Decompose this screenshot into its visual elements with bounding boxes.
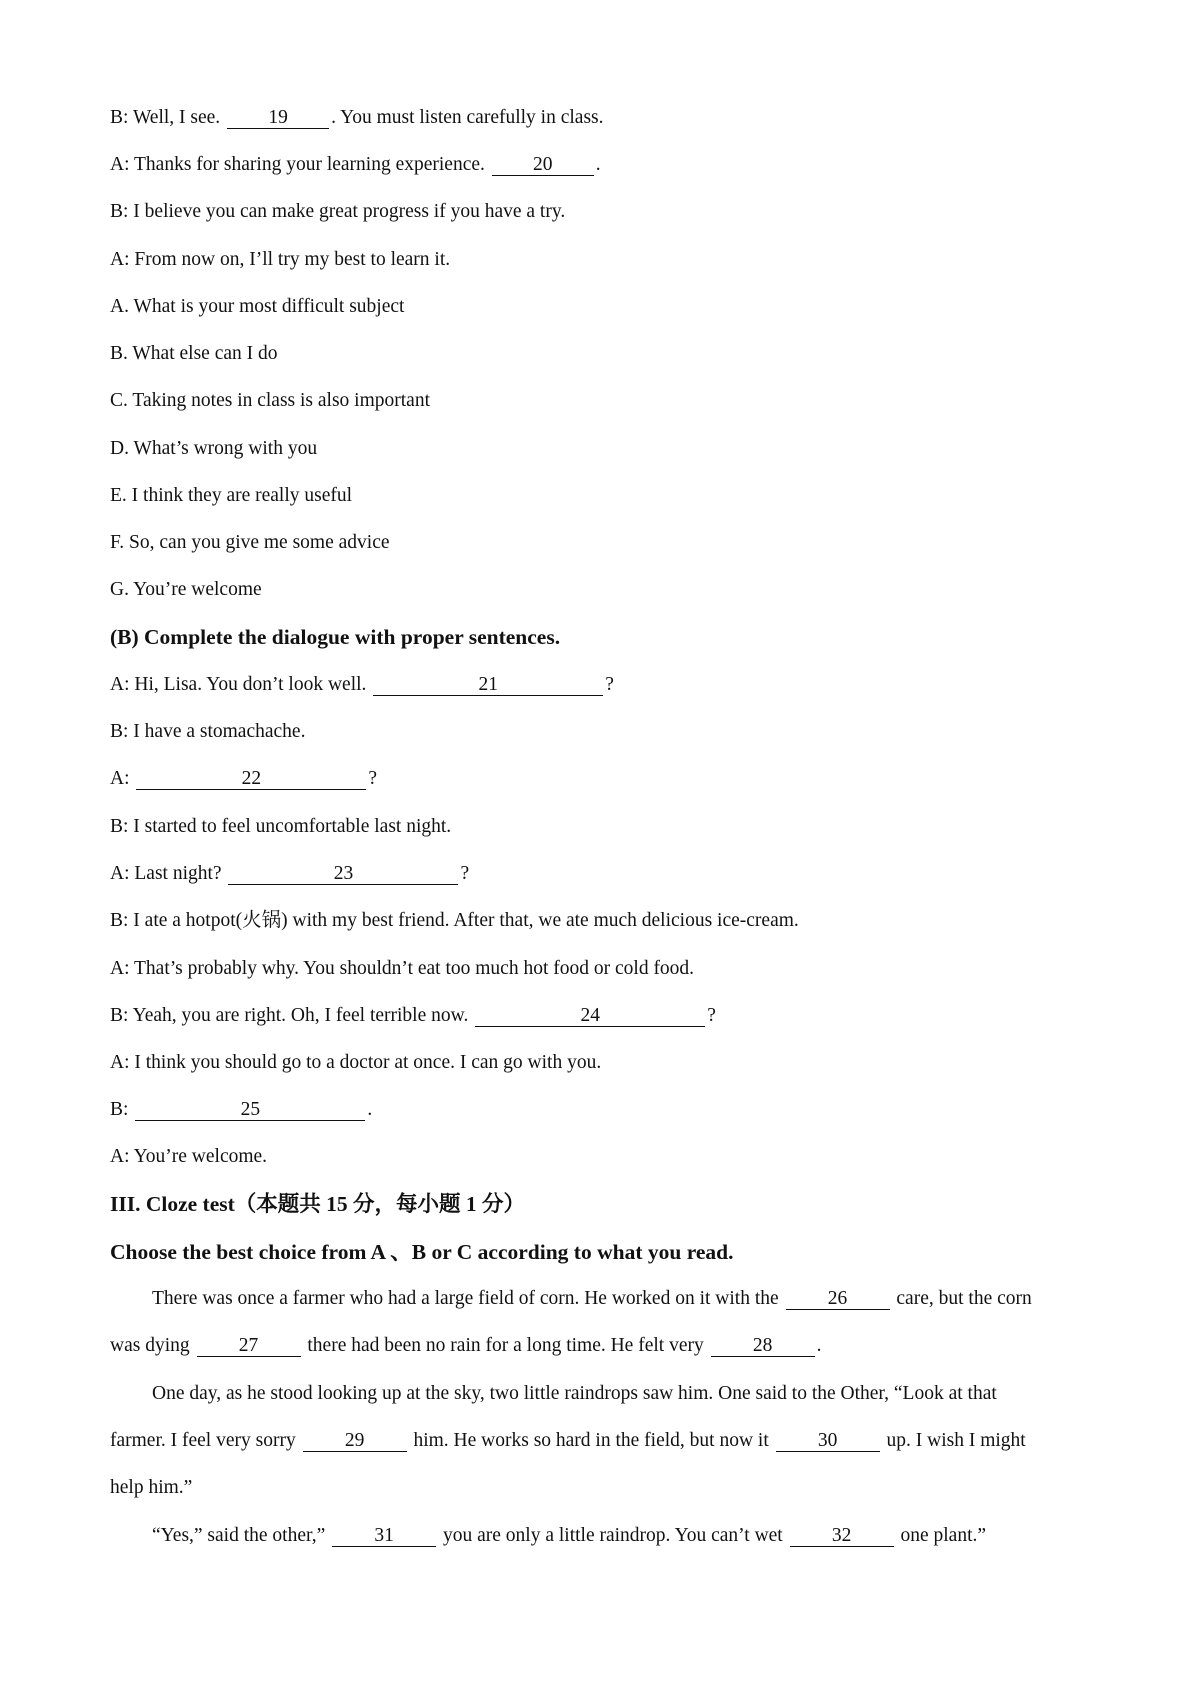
line-text: . bbox=[816, 1335, 822, 1356]
line-text: . bbox=[367, 1099, 373, 1120]
option-a: A. What is your most difficult subject bbox=[110, 296, 405, 317]
line-text: B: Yeah, you are right. Oh, I feel terrible now. bbox=[110, 1005, 469, 1026]
line-text: A: Hi, Lisa. You don’t look well. bbox=[110, 674, 367, 695]
option-b: B. What else can I do bbox=[110, 343, 278, 364]
line-text: you are only a little raindrop. You can’t wet bbox=[442, 1525, 783, 1546]
answer-blank-19: 19 bbox=[227, 108, 329, 129]
answer-blank-22: 22 bbox=[136, 769, 366, 790]
option-g: G. You’re welcome bbox=[110, 579, 262, 600]
dialogue-line: A: I think you should go to a doctor at once. I can go with you. bbox=[110, 1052, 602, 1073]
passage-line: One day, as he stood looking up at the sky, two little raindrops saw him. One said to the Other, “Look at that bbox=[152, 1383, 997, 1404]
section-heading-b: (B) Complete the dialogue with proper sentences. bbox=[110, 625, 561, 649]
line-text: A: Thanks for sharing your learning experience. bbox=[110, 154, 485, 175]
answer-blank-27: 27 bbox=[197, 1336, 301, 1357]
dialogue-line: B: I ate a hotpot(火锅) with my best friend. After that, we ate much delicious ice-cream. bbox=[110, 910, 799, 931]
line-text: B: Well, I see. bbox=[110, 107, 221, 128]
line-text: up. I wish I might bbox=[886, 1430, 1026, 1451]
dialogue-line: A: That’s probably why. You shouldn’t eat too much hot food or cold food. bbox=[110, 958, 695, 979]
dialogue-line bbox=[110, 767, 377, 791]
passage-line bbox=[110, 1429, 1026, 1453]
line-text: ? bbox=[460, 863, 470, 884]
dialogue-line: A: You’re welcome. bbox=[110, 1146, 268, 1167]
line-text: . bbox=[595, 154, 601, 175]
answer-blank-30: 30 bbox=[776, 1431, 880, 1452]
line-text: There was once a farmer who had a large field of corn. He worked on it with the bbox=[152, 1288, 779, 1309]
answer-blank-21: 21 bbox=[373, 675, 603, 696]
passage-line bbox=[152, 1524, 986, 1548]
dialogue-line: A: From now on, I’ll try my best to learn it. bbox=[110, 249, 451, 270]
dialogue-line bbox=[110, 1004, 716, 1028]
answer-blank-20: 20 bbox=[492, 155, 594, 176]
dialogue-line bbox=[110, 1098, 372, 1122]
answer-blank-28: 28 bbox=[711, 1336, 815, 1357]
line-text: B: bbox=[110, 1099, 129, 1120]
line-text: ? bbox=[707, 1005, 716, 1026]
answer-blank-32: 32 bbox=[790, 1526, 894, 1547]
line-text: care, but the corn bbox=[896, 1288, 1032, 1309]
passage-line: help him.” bbox=[110, 1477, 193, 1498]
answer-blank-25: 25 bbox=[135, 1100, 365, 1121]
dialogue-line bbox=[110, 673, 614, 697]
line-text: A: bbox=[110, 768, 130, 789]
dialogue-line: B: I started to feel uncomfortable last night. bbox=[110, 816, 452, 837]
line-text: him. He works so hard in the field, but now it bbox=[413, 1430, 769, 1451]
answer-blank-23: 23 bbox=[228, 864, 458, 885]
option-c: C. Taking notes in class is also important bbox=[110, 390, 430, 411]
passage-line bbox=[110, 1334, 821, 1358]
line-text: ? bbox=[368, 768, 378, 789]
dialogue-line bbox=[110, 153, 601, 177]
answer-blank-26: 26 bbox=[786, 1289, 890, 1310]
section-heading-cloze: III. Cloze test（本题共 15 分，每小题 1 分） bbox=[110, 1192, 526, 1216]
line-text: was dying bbox=[110, 1335, 190, 1356]
line-text: A: Last night? bbox=[110, 863, 222, 884]
line-text: . You must listen carefully in class. bbox=[331, 107, 604, 128]
line-text: “Yes,” said the other,” bbox=[152, 1525, 326, 1546]
passage-line bbox=[152, 1287, 1032, 1311]
option-d: D. What’s wrong with you bbox=[110, 438, 318, 459]
line-text: farmer. I feel very sorry bbox=[110, 1430, 296, 1451]
answer-blank-29: 29 bbox=[303, 1431, 407, 1452]
line-text: one plant.” bbox=[900, 1525, 987, 1546]
line-text: ? bbox=[605, 674, 614, 695]
dialogue-line bbox=[110, 106, 604, 130]
section-instruction: Choose the best choice from A 、B or C according to what you read. bbox=[110, 1240, 734, 1264]
answer-blank-31: 31 bbox=[332, 1526, 436, 1547]
option-e: E. I think they are really useful bbox=[110, 485, 353, 506]
dialogue-line bbox=[110, 862, 469, 886]
answer-blank-24: 24 bbox=[475, 1006, 705, 1027]
line-text: there had been no rain for a long time. He felt very bbox=[307, 1335, 704, 1356]
option-f: F. So, can you give me some advice bbox=[110, 532, 390, 553]
dialogue-line: B: I believe you can make great progress if you have a try. bbox=[110, 201, 566, 222]
dialogue-line: B: I have a stomachache. bbox=[110, 721, 306, 742]
